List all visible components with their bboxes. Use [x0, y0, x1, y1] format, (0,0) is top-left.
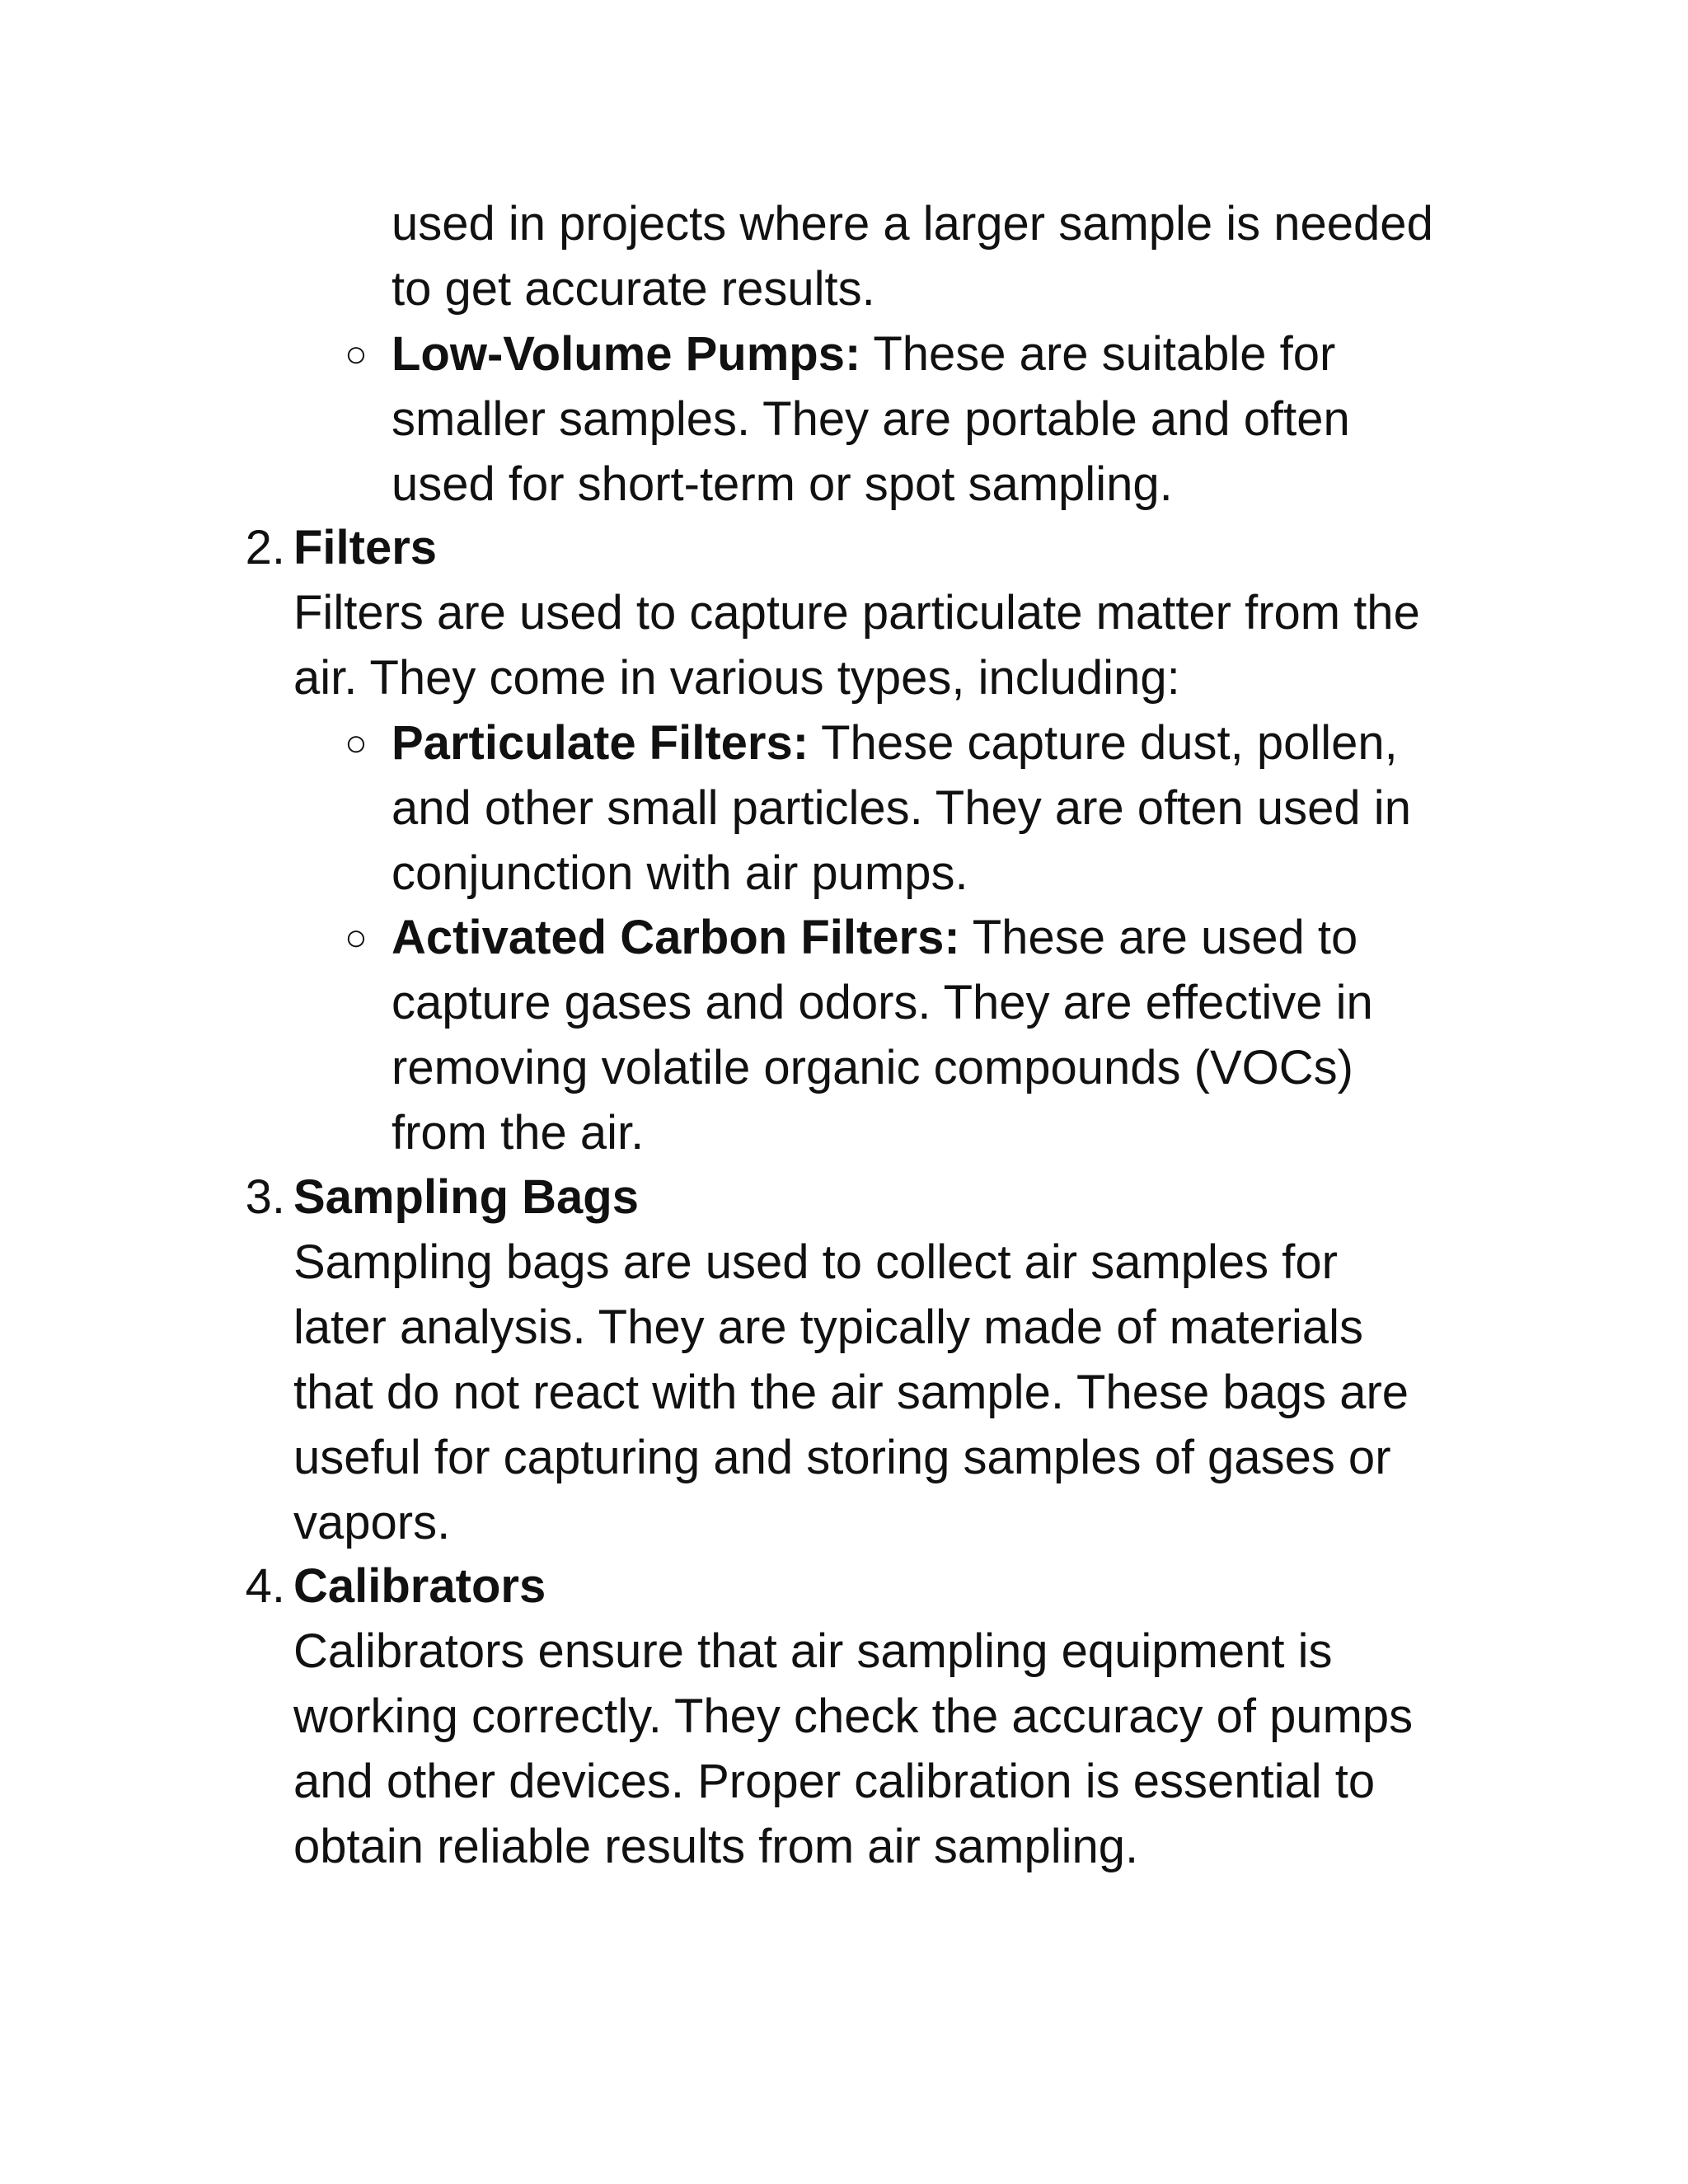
list-item-low-volume-pumps [392, 321, 1350, 517]
section-heading-sampling-bags: Sampling Bags [293, 1170, 639, 1224]
text-line: Filters are used to capture particulate matter from the [293, 586, 1420, 640]
list-number: 2. [245, 521, 285, 574]
text-line: smaller samples. They are portable and often [392, 392, 1350, 446]
hollow-bullet-icon: ○ [345, 332, 368, 375]
text-line: later analysis. They are typically made of materials [293, 1301, 1364, 1354]
item-text: These capture dust, pollen, [809, 716, 1398, 770]
text-line: capture gases and odors. They are effective in [392, 976, 1373, 1029]
hollow-bullet-icon: ○ [345, 721, 368, 764]
text-line: that do not react with the air sample. These bags are [293, 1366, 1409, 1419]
section-body-filters [293, 580, 1420, 710]
list-number: 4. [245, 1559, 285, 1613]
section-body-calibrators [293, 1619, 1413, 1879]
item-term: Particulate Filters: [392, 716, 809, 770]
hollow-bullet-icon: ○ [345, 916, 368, 958]
section-body-sampling-bags [293, 1230, 1409, 1555]
item-text: These are used to [959, 911, 1358, 964]
text-line: and other devices. Proper calibration is essential to [293, 1755, 1376, 1808]
list-item-activated-carbon-filters [392, 905, 1373, 1165]
text-line: and other small particles. They are often used in [392, 781, 1411, 835]
text-line: Sampling bags are used to collect air samples for [293, 1235, 1338, 1289]
text-line: from the air. [392, 1106, 645, 1160]
continued-paragraph [392, 191, 1433, 321]
text-line: used in projects where a larger sample is needed [392, 197, 1433, 251]
section-heading-calibrators: Calibrators [293, 1559, 546, 1613]
text-line: obtain reliable results from air sampling. [293, 1820, 1139, 1873]
text-line: conjunction with air pumps. [392, 846, 968, 900]
item-text: These are suitable for [860, 327, 1336, 381]
text-line: vapors. [293, 1496, 451, 1549]
text-line: used for short-term or spot sampling. [392, 457, 1173, 511]
text-line: air. They come in various types, including: [293, 651, 1180, 705]
text-line: working correctly. They check the accuracy of pumps [293, 1690, 1414, 1743]
text-line: useful for capturing and storing samples of gases or [293, 1431, 1391, 1484]
item-term: Activated Carbon Filters: [392, 911, 960, 964]
text-line: to get accurate results. [392, 262, 875, 316]
list-number: 3. [245, 1170, 285, 1224]
text-line: Calibrators ensure that air sampling equipment is [293, 1624, 1333, 1678]
text-line: removing volatile organic compounds (VOCs) [392, 1041, 1353, 1094]
section-heading-filters: Filters [293, 521, 438, 574]
item-term: Low-Volume Pumps: [392, 327, 861, 381]
list-item-particulate-filters [392, 710, 1411, 906]
